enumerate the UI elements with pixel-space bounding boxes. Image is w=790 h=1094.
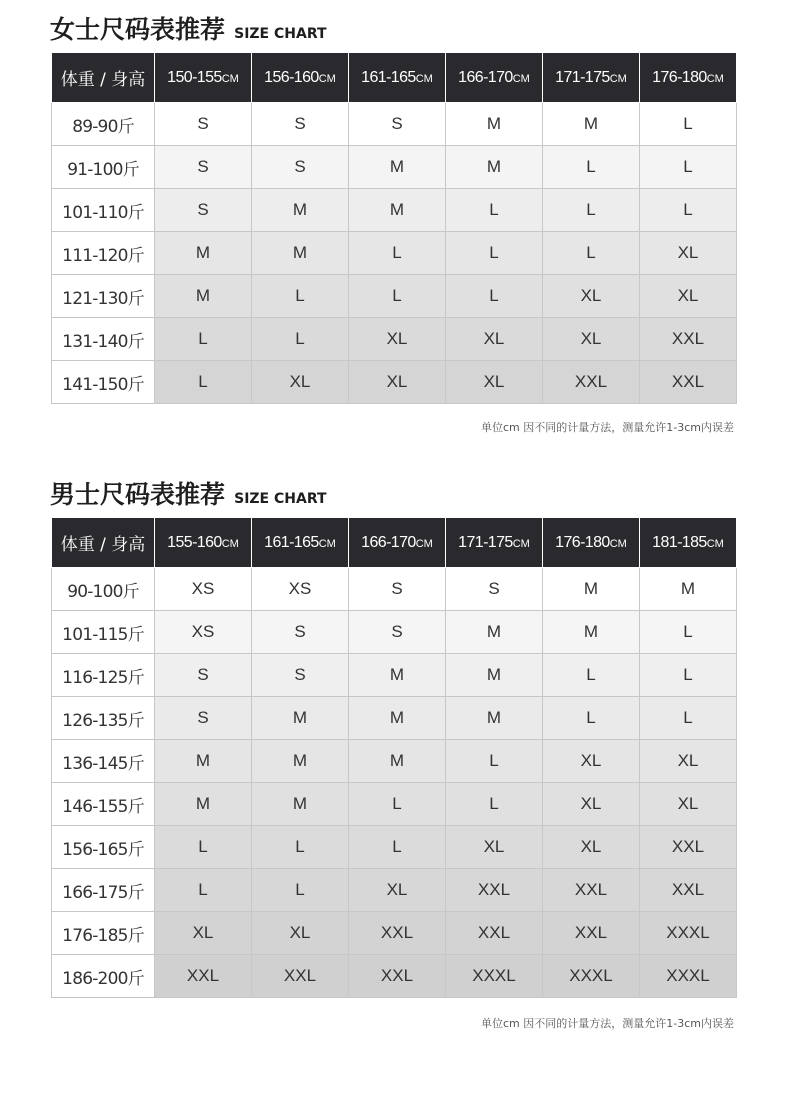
height-range: 155-160 <box>167 533 222 551</box>
size-cell: M <box>446 103 543 146</box>
size-cell: L <box>155 869 252 912</box>
height-range: 166-170 <box>361 533 416 551</box>
size-cell: XL <box>446 826 543 869</box>
table-row <box>52 146 737 189</box>
men-chart-heading <box>50 475 327 511</box>
size-cell: M <box>155 783 252 826</box>
women-measurement-note: 单位cm 因不同的计量方法，测量允许1-3cm内误差 <box>481 421 734 434</box>
size-cell: XL <box>252 912 349 955</box>
height-unit: CM <box>318 537 336 550</box>
height-header <box>155 518 252 568</box>
size-cell: L <box>155 361 252 404</box>
size-cell: L <box>155 318 252 361</box>
size-cell: M <box>446 146 543 189</box>
size-cell: S <box>155 146 252 189</box>
height-range: 171-175 <box>555 68 610 86</box>
men-chart-title-en: SIZE CHART <box>234 491 327 507</box>
size-cell: XL <box>252 361 349 404</box>
size-cell: L <box>252 826 349 869</box>
size-cell: XXXL <box>640 955 737 998</box>
weight-cell: 131-140斤 <box>52 318 155 361</box>
men-chart-title: 男士尺码表推荐 <box>50 480 226 509</box>
weight-cell: 176-185斤 <box>52 912 155 955</box>
size-cell: S <box>155 654 252 697</box>
weight-cell: 91-100斤 <box>52 146 155 189</box>
height-range: 166-170 <box>458 68 513 86</box>
height-header <box>640 518 737 568</box>
height-range: 176-180 <box>555 533 610 551</box>
size-cell: XL <box>640 232 737 275</box>
weight-cell: 141-150斤 <box>52 361 155 404</box>
table-row <box>52 275 737 318</box>
size-cell: L <box>446 275 543 318</box>
weight-cell: 146-155斤 <box>52 783 155 826</box>
women-chart-title: 女士尺码表推荐 <box>50 15 226 44</box>
size-cell: XXL <box>640 869 737 912</box>
size-cell: XS <box>252 568 349 611</box>
height-unit: CM <box>706 537 724 550</box>
height-range: 156-160 <box>264 68 319 86</box>
men-measurement-note: 单位cm 因不同的计量方法，测量允许1-3cm内误差 <box>481 1017 734 1030</box>
size-cell: M <box>349 146 446 189</box>
size-cell: XXXL <box>640 912 737 955</box>
weight-cell: 121-130斤 <box>52 275 155 318</box>
size-cell: L <box>640 146 737 189</box>
size-cell: S <box>155 189 252 232</box>
height-range: 181-185 <box>652 533 707 551</box>
height-range: 150-155 <box>167 68 222 86</box>
table-header-row <box>52 53 737 103</box>
size-cell: L <box>252 869 349 912</box>
size-cell: XXL <box>543 912 640 955</box>
weight-cell: 156-165斤 <box>52 826 155 869</box>
table-row <box>52 912 737 955</box>
size-cell: XL <box>543 826 640 869</box>
size-cell: M <box>446 654 543 697</box>
size-cell: L <box>446 189 543 232</box>
size-cell: XL <box>640 783 737 826</box>
weight-cell: 186-200斤 <box>52 955 155 998</box>
height-range: 176-180 <box>652 68 707 86</box>
size-cell: L <box>349 783 446 826</box>
size-cell: L <box>543 697 640 740</box>
size-cell: M <box>349 189 446 232</box>
size-cell: XL <box>640 275 737 318</box>
size-cell: L <box>446 740 543 783</box>
size-cell: L <box>640 697 737 740</box>
weight-cell: 101-110斤 <box>52 189 155 232</box>
size-cell: XXL <box>446 912 543 955</box>
size-cell: M <box>349 654 446 697</box>
size-cell: XXL <box>349 955 446 998</box>
size-cell: XXL <box>252 955 349 998</box>
height-header <box>543 53 640 103</box>
size-cell: L <box>640 103 737 146</box>
height-unit: CM <box>512 72 530 85</box>
height-unit: CM <box>318 72 336 85</box>
size-cell: L <box>349 826 446 869</box>
size-cell: XL <box>349 869 446 912</box>
height-header <box>349 53 446 103</box>
height-unit: CM <box>221 72 239 85</box>
size-cell: XXXL <box>446 955 543 998</box>
height-header <box>252 53 349 103</box>
size-cell: XXL <box>640 826 737 869</box>
table-row <box>52 740 737 783</box>
size-cell: M <box>155 740 252 783</box>
size-cell: L <box>349 275 446 318</box>
height-header <box>446 53 543 103</box>
size-cell: L <box>543 654 640 697</box>
women-chart-title-en: SIZE CHART <box>234 26 327 42</box>
height-header <box>155 53 252 103</box>
size-cell: XL <box>349 361 446 404</box>
size-cell: S <box>252 146 349 189</box>
size-cell: XL <box>543 783 640 826</box>
size-cell: M <box>543 611 640 654</box>
size-cell: L <box>446 783 543 826</box>
size-cell: S <box>252 654 349 697</box>
height-range: 161-165 <box>264 533 319 551</box>
size-cell: S <box>252 103 349 146</box>
size-cell: XS <box>155 611 252 654</box>
size-cell: XS <box>155 568 252 611</box>
size-cell: XXXL <box>543 955 640 998</box>
weight-cell: 89-90斤 <box>52 103 155 146</box>
size-cell: S <box>155 697 252 740</box>
height-unit: CM <box>415 72 433 85</box>
weight-cell: 136-145斤 <box>52 740 155 783</box>
height-header <box>543 518 640 568</box>
size-cell: M <box>446 697 543 740</box>
size-cell: M <box>543 103 640 146</box>
size-cell: L <box>446 232 543 275</box>
size-cell: XL <box>640 740 737 783</box>
size-cell: XXL <box>543 361 640 404</box>
size-cell: L <box>640 189 737 232</box>
size-cell: L <box>543 189 640 232</box>
size-cell: M <box>349 697 446 740</box>
height-header <box>349 518 446 568</box>
table-row <box>52 318 737 361</box>
table-row <box>52 869 737 912</box>
size-cell: XL <box>543 740 640 783</box>
height-range: 161-165 <box>361 68 416 86</box>
size-cell: L <box>640 654 737 697</box>
table-row <box>52 103 737 146</box>
size-cell: S <box>349 103 446 146</box>
weight-cell: 90-100斤 <box>52 568 155 611</box>
table-row <box>52 232 737 275</box>
height-unit: CM <box>512 537 530 550</box>
size-cell: M <box>446 611 543 654</box>
size-cell: XXL <box>543 869 640 912</box>
height-unit: CM <box>609 537 627 550</box>
weight-cell: 101-115斤 <box>52 611 155 654</box>
size-cell: S <box>252 611 349 654</box>
table-row <box>52 361 737 404</box>
table-row <box>52 654 737 697</box>
size-cell: XL <box>446 318 543 361</box>
size-cell: M <box>640 568 737 611</box>
table-row <box>52 955 737 998</box>
weight-cell: 111-120斤 <box>52 232 155 275</box>
size-cell: XXL <box>155 955 252 998</box>
height-header <box>252 518 349 568</box>
table-row <box>52 568 737 611</box>
size-cell: M <box>252 783 349 826</box>
height-range: 171-175 <box>458 533 513 551</box>
table-row <box>52 189 737 232</box>
size-cell: L <box>349 232 446 275</box>
size-cell: M <box>155 232 252 275</box>
women-chart-heading <box>50 10 327 46</box>
weight-height-header: 体重 / 身高 <box>52 53 155 103</box>
size-cell: S <box>349 568 446 611</box>
size-cell: L <box>640 611 737 654</box>
size-cell: M <box>349 740 446 783</box>
height-unit: CM <box>609 72 627 85</box>
size-cell: M <box>252 189 349 232</box>
size-cell: L <box>155 826 252 869</box>
size-cell: M <box>252 740 349 783</box>
height-unit: CM <box>221 537 239 550</box>
weight-cell: 116-125斤 <box>52 654 155 697</box>
size-cell: XXL <box>640 361 737 404</box>
table-row <box>52 697 737 740</box>
size-cell: XL <box>543 275 640 318</box>
table-row <box>52 783 737 826</box>
height-header <box>446 518 543 568</box>
size-cell: XL <box>543 318 640 361</box>
size-cell: XL <box>349 318 446 361</box>
size-cell: S <box>155 103 252 146</box>
size-cell: M <box>252 232 349 275</box>
weight-cell: 166-175斤 <box>52 869 155 912</box>
size-cell: S <box>446 568 543 611</box>
size-cell: M <box>543 568 640 611</box>
size-cell: XL <box>155 912 252 955</box>
height-unit: CM <box>415 537 433 550</box>
size-cell: L <box>252 275 349 318</box>
height-unit: CM <box>706 72 724 85</box>
size-cell: XL <box>446 361 543 404</box>
size-cell: XXL <box>349 912 446 955</box>
size-cell: M <box>252 697 349 740</box>
size-cell: L <box>543 146 640 189</box>
size-cell: M <box>155 275 252 318</box>
size-cell: L <box>543 232 640 275</box>
table-row <box>52 611 737 654</box>
weight-height-header: 体重 / 身高 <box>52 518 155 568</box>
table-header-row <box>52 518 737 568</box>
size-cell: XXL <box>640 318 737 361</box>
women-size-table <box>51 52 737 404</box>
table-row <box>52 826 737 869</box>
size-cell: S <box>349 611 446 654</box>
size-cell: L <box>252 318 349 361</box>
weight-cell: 126-135斤 <box>52 697 155 740</box>
height-header <box>640 53 737 103</box>
men-size-table <box>51 517 737 998</box>
size-cell: XXL <box>446 869 543 912</box>
